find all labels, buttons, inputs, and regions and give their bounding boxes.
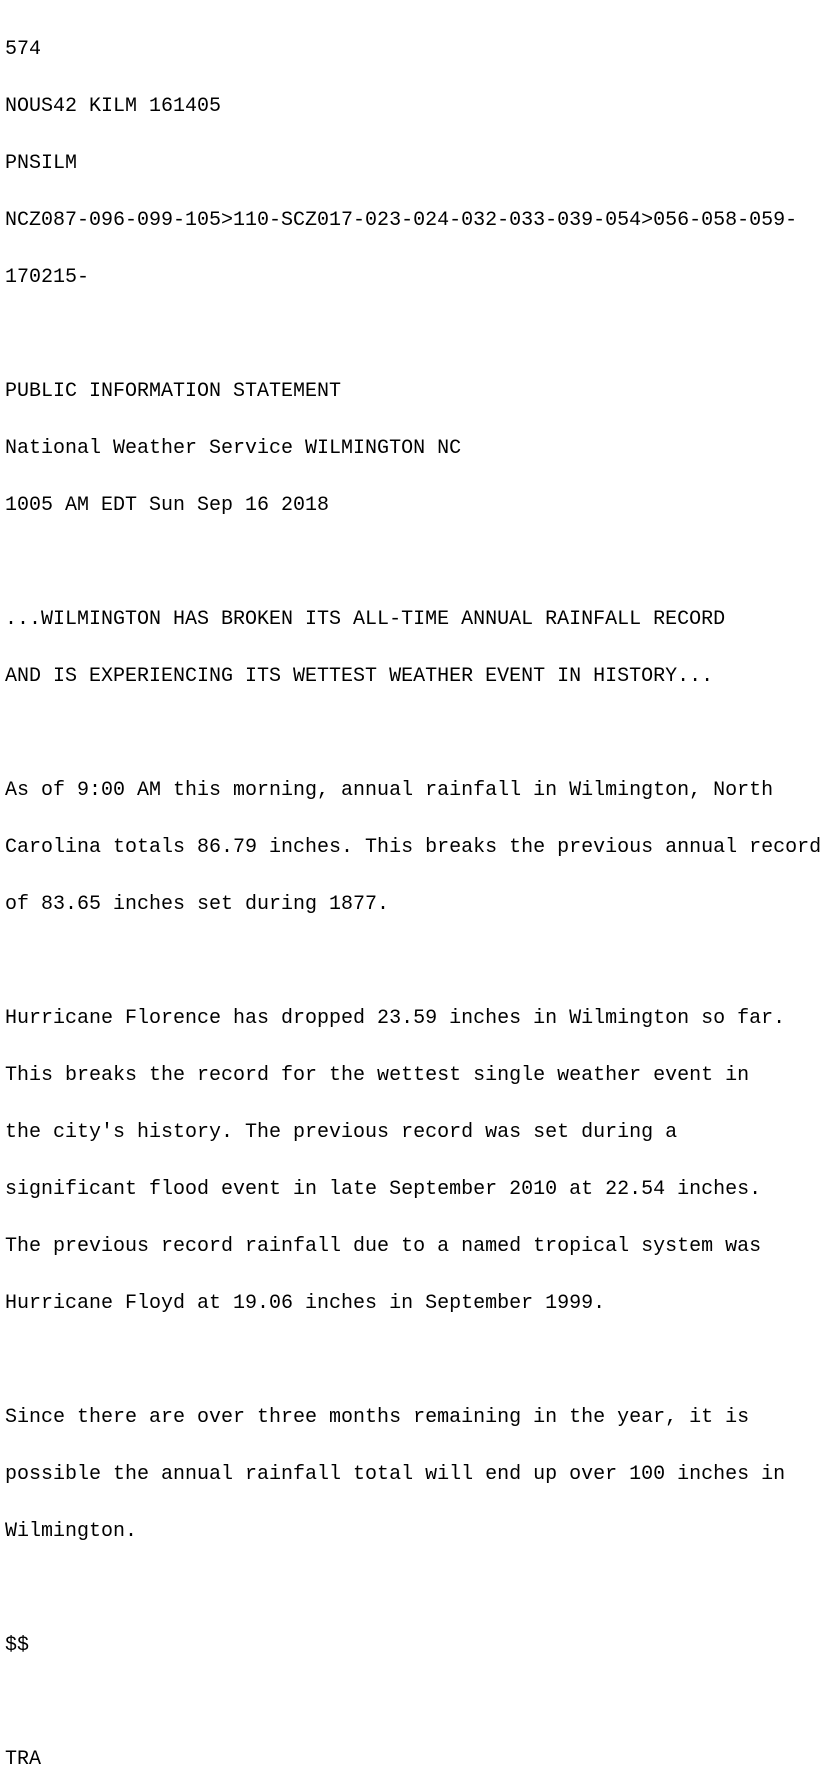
end-of-product-marker: $$ (5, 1634, 30, 1657)
issuing-office: National Weather Service WILMINGTON NC (5, 437, 462, 460)
paragraph-line: As of 9:00 AM this morning, annual rainfall in Wilmington, North (5, 779, 774, 802)
blank-line (5, 325, 821, 344)
blank-line (5, 724, 821, 743)
paragraph-line: of 83.65 inches set during 1877. (5, 893, 390, 916)
blank-line (5, 553, 821, 572)
blank-line (5, 1579, 821, 1598)
headline-line: ...WILMINGTON HAS BROKEN ITS ALL-TIME ANNUAL RAINFALL RECORD (5, 608, 726, 631)
paragraph-line: Wilmington. (5, 1520, 138, 1543)
paragraph-line: possible the annual rainfall total will end up over 100 inches in (5, 1463, 786, 1486)
forecaster-initials: TRA (5, 1748, 42, 1771)
paragraph-line: Carolina totals 86.79 inches. This breaks the previous annual record (5, 836, 822, 859)
zone-codes: NCZ087-096-099-105>110-SCZ017-023-024-032-033-039-054>056-058-059- (5, 209, 798, 232)
public-information-statement (5, 2, 821, 1788)
paragraph-line: Hurricane Floyd at 19.06 inches in September 1999. (5, 1292, 606, 1315)
headline-line: AND IS EXPERIENCING ITS WETTEST WEATHER EVENT IN HISTORY... (5, 665, 714, 688)
paragraph-line: This breaks the record for the wettest single weather event in (5, 1064, 750, 1087)
paragraph-line: The previous record rainfall due to a named tropical system was (5, 1235, 762, 1258)
wmo-header: NOUS42 KILM 161405 (5, 95, 222, 118)
expiration-code: 170215- (5, 266, 90, 289)
issue-time: 1005 AM EDT Sun Sep 16 2018 (5, 494, 330, 517)
paragraph-line: the city's history. The previous record was set during a (5, 1121, 678, 1144)
blank-line (5, 952, 821, 971)
paragraph-line: Hurricane Florence has dropped 23.59 inches in Wilmington so far. (5, 1007, 786, 1030)
paragraph-line: Since there are over three months remaining in the year, it is (5, 1406, 750, 1429)
statement-title: PUBLIC INFORMATION STATEMENT (5, 380, 342, 403)
blank-line (5, 1351, 821, 1370)
awips-id: PNSILM (5, 152, 78, 175)
blank-line (5, 1693, 821, 1712)
product-sequence-number: 574 (5, 38, 42, 61)
paragraph-line: significant flood event in late September 2010 at 22.54 inches. (5, 1178, 762, 1201)
